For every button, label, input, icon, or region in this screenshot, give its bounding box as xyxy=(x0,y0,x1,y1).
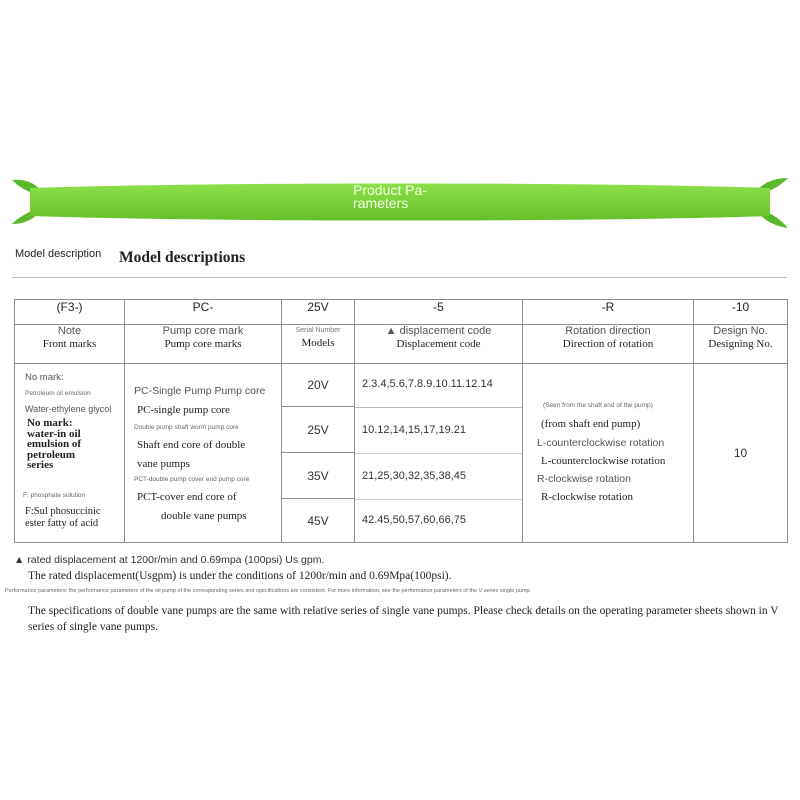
code-displacement: -5 xyxy=(355,300,523,325)
no-mark-small: No mark: xyxy=(25,372,64,383)
rotation-cell xyxy=(523,364,694,543)
displacement-divider-2 xyxy=(355,453,522,454)
design-no-cell xyxy=(694,364,788,543)
label-displacement: ▲ displacement code Displacement code xyxy=(355,325,523,364)
r-rotation-serif: R-clockwise rotation xyxy=(541,491,633,503)
shaft-end-block: Shaft end core of double vane pumps xyxy=(137,439,246,470)
code-row xyxy=(15,300,788,325)
l-rotation-serif: L-counterclockwise rotation xyxy=(541,455,666,467)
code-front: (F3-) xyxy=(15,300,125,325)
pc-single-serif: PC-single pump core xyxy=(137,404,230,416)
design-no-value: 10 xyxy=(733,446,748,460)
rated-displacement-note-small: ▲ rated displacement at 1200r/min and 0.69mpa (100psi) Us gpm. xyxy=(14,554,325,566)
from-shaft-serif: (from shaft end pump) xyxy=(541,418,641,430)
pct-small: PCT-double pump cover end pump core xyxy=(134,476,250,483)
label-pump-core: Pump core mark Pump core marks xyxy=(125,325,282,364)
label-front: Note Front marks xyxy=(15,325,125,364)
label-models: Serial Number Models xyxy=(282,325,355,364)
code-rotation: -R xyxy=(523,300,694,325)
phosphate-small: F: phosphate solution xyxy=(23,492,86,499)
pct-block: PCT-cover end core of double vane pumps xyxy=(137,491,247,522)
pc-single-small: PC-Single Pump Pump core xyxy=(134,385,266,397)
displacement-divider-1 xyxy=(355,407,522,408)
l-rotation-small: L-counterclockwise rotation xyxy=(537,437,665,449)
pump-core-cell xyxy=(125,364,282,543)
r-rotation-small: R-clockwise rotation xyxy=(537,473,631,485)
model-spec-table xyxy=(14,299,788,543)
model-row-45v: 45V xyxy=(307,513,329,528)
model-row-20v: 20V xyxy=(282,364,354,407)
code-pump-core: PC- xyxy=(125,300,282,325)
front-marks-cell xyxy=(15,364,125,543)
label-design: Design No. Designing No. xyxy=(694,325,788,364)
petroleum-small: Petroleum oil emulsion xyxy=(25,390,91,397)
specifications-paragraph: The specifications of double vane pumps are the same with relative series of single vane pumps. Please check details on the operating parameter sheets shown in V series of single vane pumps. xyxy=(28,605,779,633)
fsul-block: F:Sul phosuccinic ester fatty of acid xyxy=(25,506,101,529)
banner-title: Product Pa- rameters xyxy=(353,182,427,211)
displacement-25v: 10.12,14,15,17,19.21 xyxy=(362,424,466,436)
water-in-oil-block: No mark: water-in oil emulsion of petroleum series xyxy=(27,417,82,471)
rated-displacement-note-serif: The rated displacement(Usgpm) is under the conditions of 1200r/min and 0.69Mpa(100psi). xyxy=(28,570,452,582)
performance-parameters-note: Performance parameters: the performance parameters of the oil pump of the corresponding series and specifications are consistent. For more information, see the performance parameters of the V series single pump. xyxy=(5,588,532,594)
displacement-divider-3 xyxy=(355,499,522,500)
water-small: Water-ethylene glycol xyxy=(25,404,112,414)
body-row xyxy=(15,364,788,543)
code-model: 25V xyxy=(282,300,355,325)
model-row-25v: 25V xyxy=(282,407,354,453)
double-small: Double pump shaft worm pump core xyxy=(134,424,239,431)
seen-from-shaft-small: (Seen from the shaft end of the pump) xyxy=(543,402,653,409)
displacement-20v: 2.3.4,5.6,7.8.9.10.11.12.14 xyxy=(362,378,493,390)
label-rotation: Rotation direction Direction of rotation xyxy=(523,325,694,364)
label-row xyxy=(15,325,788,364)
displacement-cell xyxy=(355,364,523,543)
models-cell xyxy=(282,364,355,543)
displacement-45v: 42.45,50,57,60,66,75 xyxy=(362,514,466,526)
displacement-35v: 21,25,30,32,35,38,45 xyxy=(362,470,466,482)
model-description-label: Model description xyxy=(15,248,102,260)
header-divider xyxy=(12,277,787,278)
model-descriptions-heading: Model descriptions xyxy=(119,249,246,266)
model-row-35v: 35V xyxy=(282,453,354,499)
code-design: -10 xyxy=(694,300,788,325)
